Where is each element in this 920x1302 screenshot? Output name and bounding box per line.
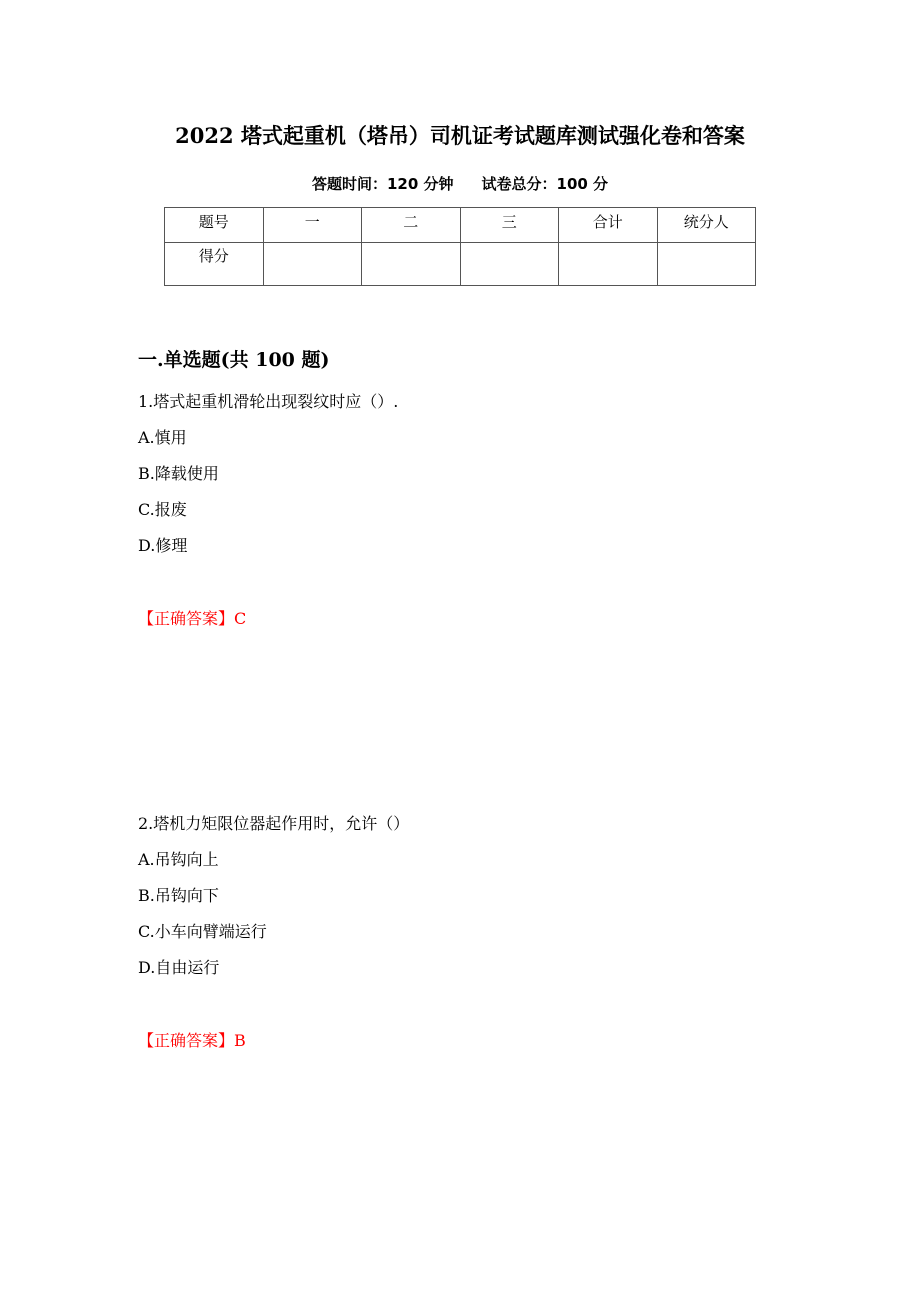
correct-answer: 【正确答案】C [138,609,247,628]
score-cell [362,243,461,286]
score-header-cell: 一 [263,208,362,243]
question-option: B.降载使用 [138,464,219,483]
score-header-cell: 合计 [559,208,658,243]
score-header-cell: 统分人 [657,208,756,243]
question-stem: 2.塔机力矩限位器起作用时，允许（） [138,814,410,833]
question-option: C.报废 [138,500,187,519]
score-header-cell: 三 [460,208,559,243]
score-header-cell: 二 [362,208,461,243]
score-cell [657,243,756,286]
score-cell [460,243,559,286]
score-row-label: 得分 [165,243,264,286]
question-stem: 1.塔式起重机滑轮出现裂纹时应（）. [138,392,399,411]
section-title: 一.单选题(共 100 题) [138,349,330,371]
score-table-header-row [165,208,756,243]
exam-total-score: 试卷总分：100 分 [481,175,609,193]
correct-answer: 【正确答案】B [138,1031,246,1050]
question-option: D.自由运行 [138,958,220,977]
document-title: 2022 塔式起重机（塔吊）司机证考试题库测试强化卷和答案 [175,123,745,148]
question-option: C.小车向臂端运行 [138,922,267,941]
score-table-score-row [165,243,756,286]
question-option: A.慎用 [138,428,187,447]
score-cell [263,243,362,286]
question-option: B.吊钩向下 [138,886,219,905]
score-table [164,207,756,286]
exam-time: 答题时间：120 分钟 [311,175,454,193]
question-option: D.修理 [138,536,188,555]
score-cell [559,243,658,286]
score-header-cell: 题号 [165,208,264,243]
exam-meta [0,172,920,196]
question-option: A.吊钩向上 [138,850,219,869]
